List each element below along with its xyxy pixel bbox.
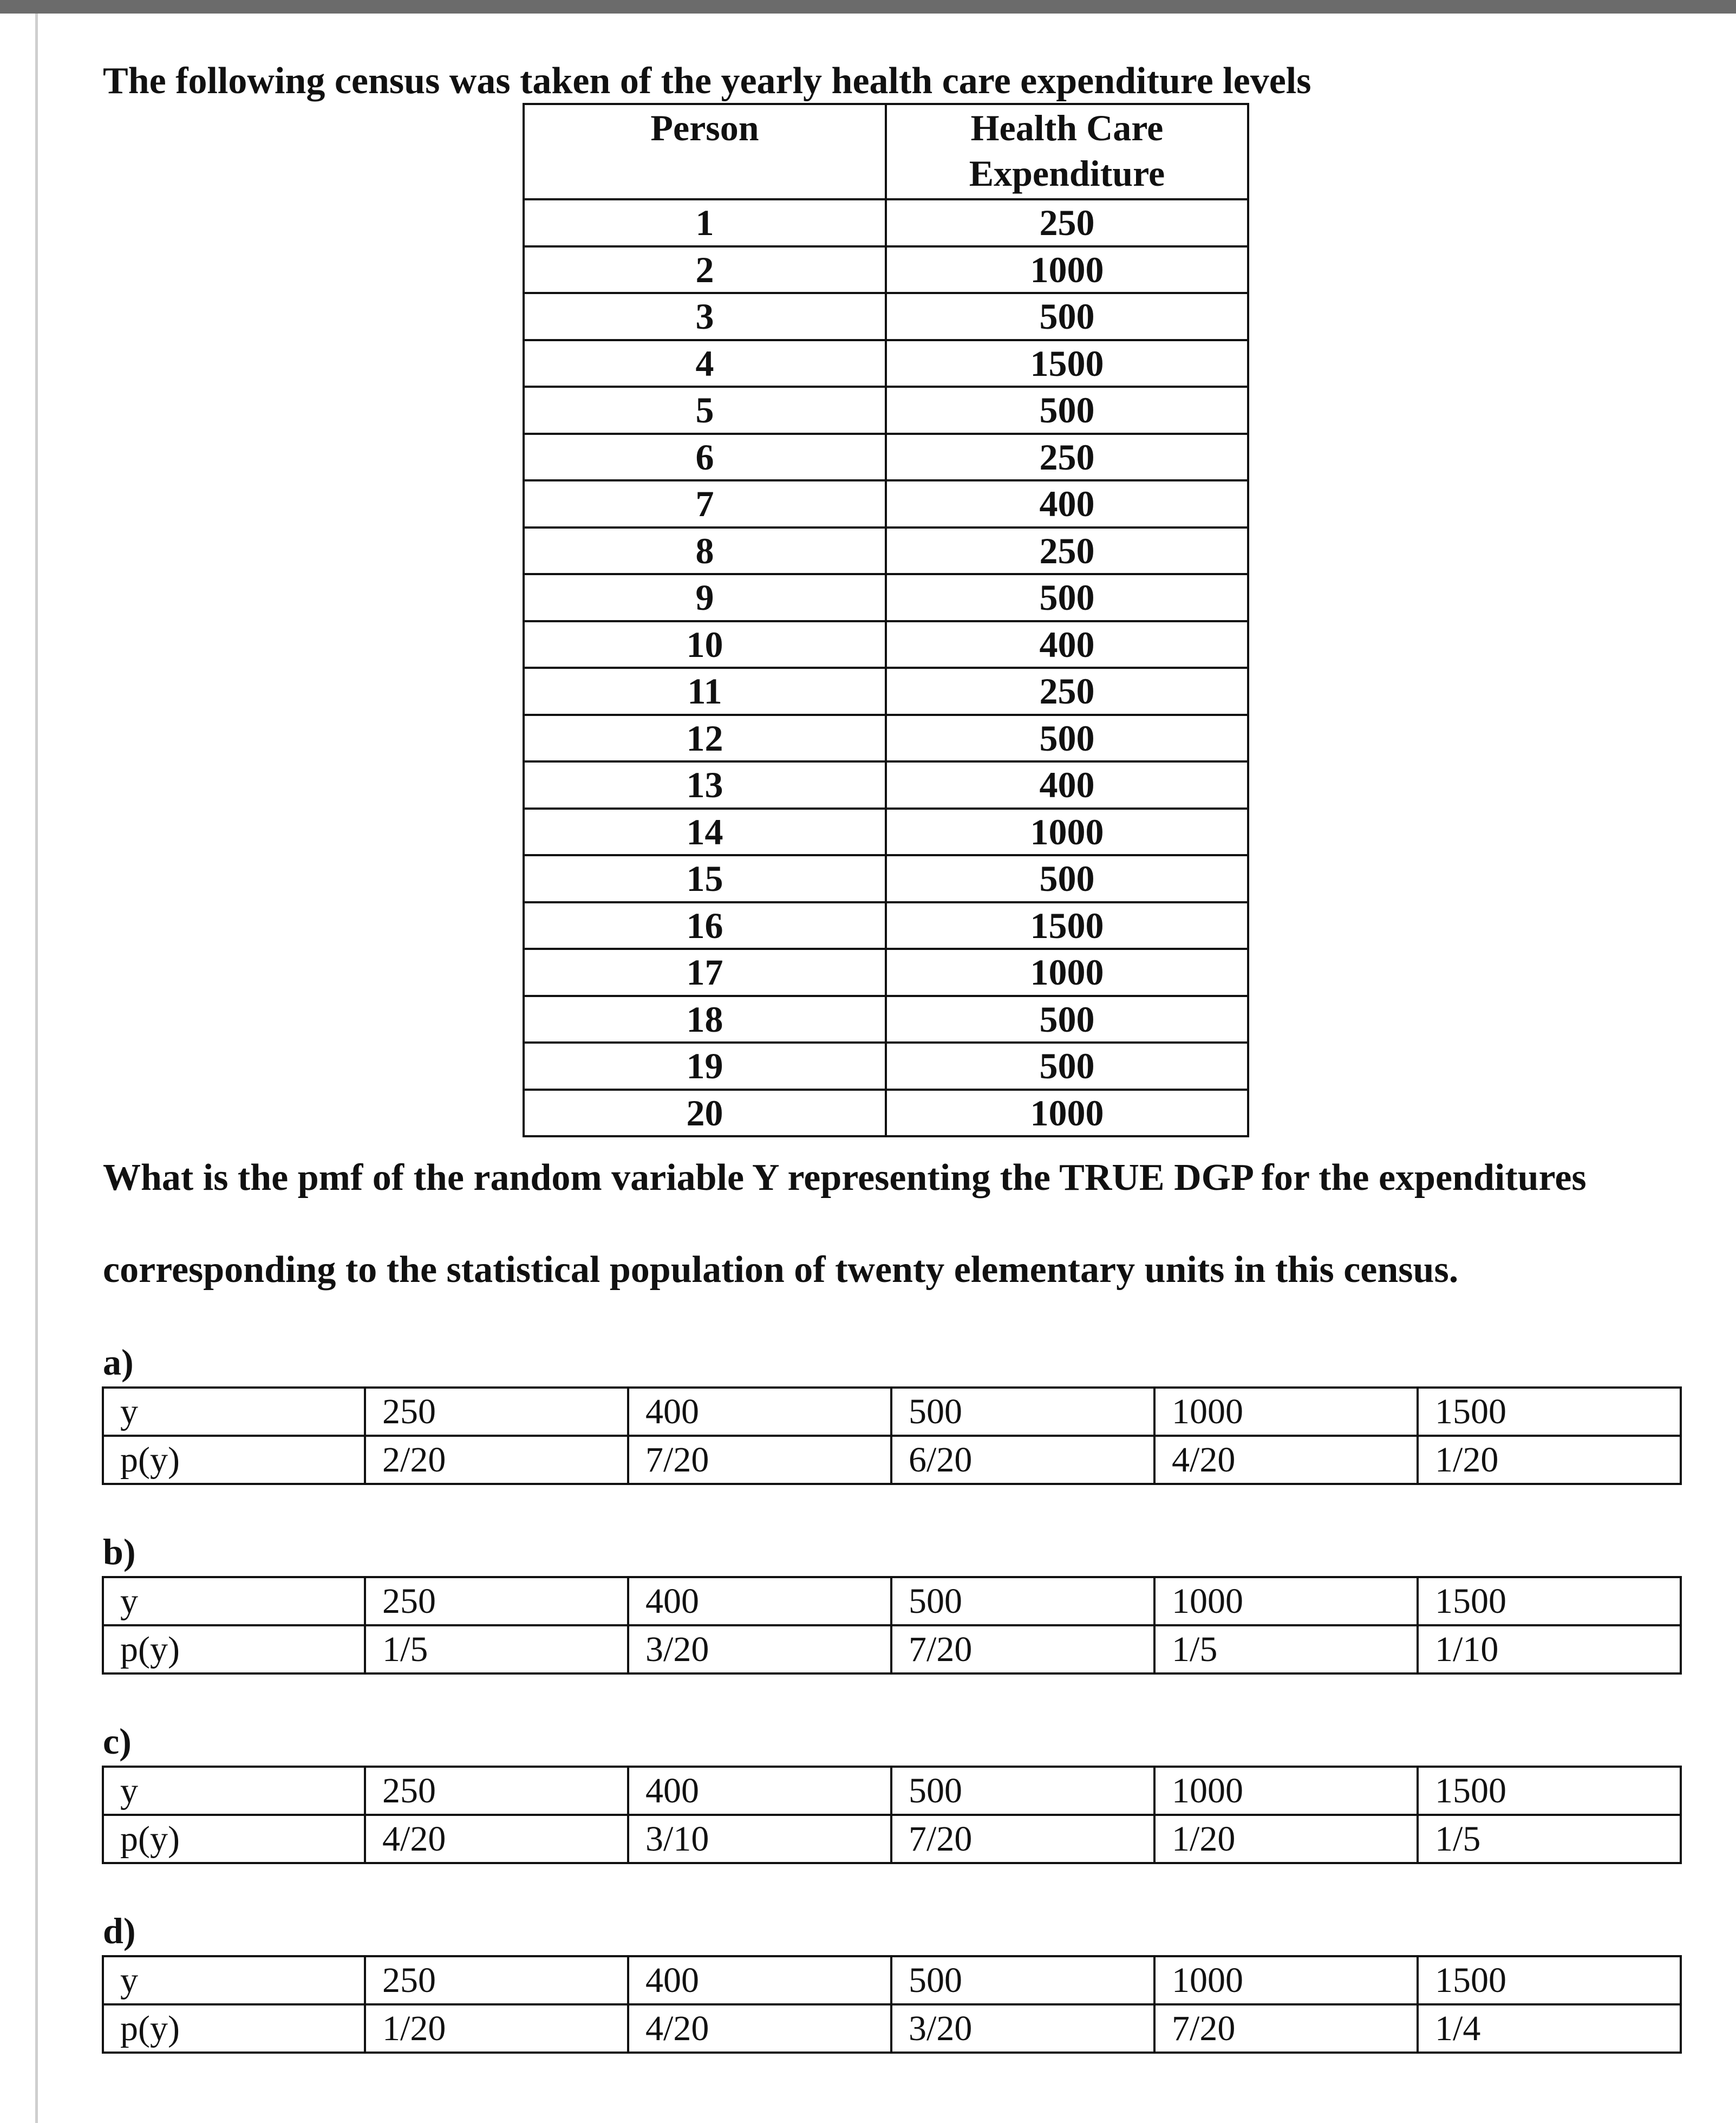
person-cell: 10 — [524, 621, 886, 668]
question-line-1: What is the pmf of the random variable Y representing the TRUE DGP for the expenditures — [103, 1157, 1587, 1199]
census-table — [523, 103, 1249, 1137]
pmf-table — [102, 1386, 1682, 1485]
header-expenditure — [886, 104, 1248, 199]
y-row-label: y — [103, 1956, 365, 2004]
y-value-cell: 1500 — [1418, 1577, 1681, 1625]
census-row — [524, 996, 1248, 1043]
expenditure-cell: 1000 — [886, 246, 1248, 294]
y-value-cell: 250 — [365, 1956, 628, 2004]
census-row — [524, 387, 1248, 434]
expenditure-cell: 250 — [886, 668, 1248, 715]
expenditure-cell: 500 — [886, 387, 1248, 434]
probability-cell: 3/10 — [628, 1815, 891, 1863]
expenditure-cell: 400 — [886, 761, 1248, 809]
person-cell: 2 — [524, 246, 886, 294]
pmf-p-row — [103, 2004, 1681, 2053]
y-value-cell: 500 — [891, 1388, 1154, 1436]
person-cell: 6 — [524, 434, 886, 481]
option-label: b) — [103, 1531, 136, 1572]
census-row — [524, 855, 1248, 902]
y-value-cell: 500 — [891, 1956, 1154, 2004]
probability-cell: 7/20 — [1154, 2004, 1418, 2053]
census-row — [524, 434, 1248, 481]
probability-cell: 7/20 — [891, 1815, 1154, 1863]
y-value-cell: 1000 — [1154, 1956, 1418, 2004]
census-row — [524, 293, 1248, 340]
y-row-label: y — [103, 1388, 365, 1436]
census-row — [524, 949, 1248, 996]
pmf-y-row — [103, 1956, 1681, 2004]
census-row — [524, 574, 1248, 621]
probability-cell: 1/20 — [365, 2004, 628, 2053]
person-cell: 9 — [524, 574, 886, 621]
expenditure-cell: 400 — [886, 480, 1248, 528]
probability-cell: 7/20 — [891, 1625, 1154, 1673]
y-row-label: y — [103, 1767, 365, 1815]
y-value-cell: 1500 — [1418, 1388, 1681, 1436]
person-cell: 3 — [524, 293, 886, 340]
census-row — [524, 199, 1248, 246]
expenditure-cell: 1000 — [886, 949, 1248, 996]
pmf-y-row — [103, 1577, 1681, 1625]
option-label: a) — [103, 1341, 134, 1383]
py-row-label: p(y) — [103, 1436, 365, 1484]
census-row — [524, 340, 1248, 387]
y-value-cell: 500 — [891, 1767, 1154, 1815]
probability-cell: 2/20 — [365, 1436, 628, 1484]
expenditure-cell: 500 — [886, 1043, 1248, 1090]
census-row — [524, 480, 1248, 528]
probability-cell: 1/5 — [1154, 1625, 1418, 1673]
expenditure-cell: 1500 — [886, 340, 1248, 387]
y-value-cell: 250 — [365, 1767, 628, 1815]
pmf-y-row — [103, 1767, 1681, 1815]
pmf-p-row — [103, 1815, 1681, 1863]
person-cell: 20 — [524, 1090, 886, 1137]
person-cell: 15 — [524, 855, 886, 902]
person-cell: 11 — [524, 668, 886, 715]
census-row — [524, 668, 1248, 715]
y-row-label: y — [103, 1577, 365, 1625]
probability-cell: 1/5 — [365, 1625, 628, 1673]
person-cell: 14 — [524, 809, 886, 856]
y-value-cell: 250 — [365, 1577, 628, 1625]
pmf-p-row — [103, 1625, 1681, 1673]
census-row — [524, 902, 1248, 949]
person-cell: 17 — [524, 949, 886, 996]
probability-cell: 1/4 — [1418, 2004, 1681, 2053]
py-row-label: p(y) — [103, 2004, 365, 2053]
y-value-cell: 500 — [891, 1577, 1154, 1625]
expenditure-cell: 500 — [886, 855, 1248, 902]
pmf-table — [102, 1955, 1682, 2054]
y-value-cell: 1500 — [1418, 1956, 1681, 2004]
header-expenditure-text: Health Care Expenditure — [969, 107, 1165, 194]
expenditure-cell: 250 — [886, 434, 1248, 481]
left-margin-rule — [35, 14, 38, 2123]
py-row-label: p(y) — [103, 1625, 365, 1673]
probability-cell: 3/20 — [628, 1625, 891, 1673]
census-row — [524, 1090, 1248, 1137]
pmf-y-row — [103, 1388, 1681, 1436]
census-header-row — [524, 104, 1248, 199]
census-row — [524, 621, 1248, 668]
expenditure-cell: 500 — [886, 574, 1248, 621]
y-value-cell: 400 — [628, 1767, 891, 1815]
header-person: Person — [524, 104, 886, 199]
probability-cell: 1/20 — [1418, 1436, 1681, 1484]
person-cell: 7 — [524, 480, 886, 528]
y-value-cell: 1500 — [1418, 1767, 1681, 1815]
person-cell: 1 — [524, 199, 886, 246]
y-value-cell: 1000 — [1154, 1388, 1418, 1436]
person-cell: 13 — [524, 761, 886, 809]
pmf-table — [102, 1576, 1682, 1675]
y-value-cell: 1000 — [1154, 1577, 1418, 1625]
probability-cell: 7/20 — [628, 1436, 891, 1484]
expenditure-cell: 400 — [886, 621, 1248, 668]
probability-cell: 1/20 — [1154, 1815, 1418, 1863]
person-cell: 18 — [524, 996, 886, 1043]
expenditure-cell: 1500 — [886, 902, 1248, 949]
y-value-cell: 1000 — [1154, 1767, 1418, 1815]
py-row-label: p(y) — [103, 1815, 365, 1863]
y-value-cell: 400 — [628, 1577, 891, 1625]
person-cell: 16 — [524, 902, 886, 949]
option-label: c) — [103, 1721, 132, 1762]
person-cell: 4 — [524, 340, 886, 387]
option-label: d) — [103, 1910, 136, 1951]
y-value-cell: 400 — [628, 1388, 891, 1436]
expenditure-cell: 250 — [886, 199, 1248, 246]
census-row — [524, 761, 1248, 809]
y-value-cell: 400 — [628, 1956, 891, 2004]
census-row — [524, 246, 1248, 294]
probability-cell: 1/5 — [1418, 1815, 1681, 1863]
census-row — [524, 528, 1248, 575]
probability-cell: 1/10 — [1418, 1625, 1681, 1673]
y-value-cell: 250 — [365, 1388, 628, 1436]
expenditure-cell: 500 — [886, 715, 1248, 762]
probability-cell: 3/20 — [891, 2004, 1154, 2053]
person-cell: 5 — [524, 387, 886, 434]
person-cell: 8 — [524, 528, 886, 575]
window-top-bar — [0, 0, 1736, 14]
census-row — [524, 1043, 1248, 1090]
expenditure-cell: 500 — [886, 996, 1248, 1043]
expenditure-cell: 250 — [886, 528, 1248, 575]
person-cell: 12 — [524, 715, 886, 762]
probability-cell: 4/20 — [1154, 1436, 1418, 1484]
pmf-table — [102, 1766, 1682, 1864]
expenditure-cell: 1000 — [886, 1090, 1248, 1137]
expenditure-cell: 1000 — [886, 809, 1248, 856]
pmf-p-row — [103, 1436, 1681, 1484]
probability-cell: 4/20 — [628, 2004, 891, 2053]
expenditure-cell: 500 — [886, 293, 1248, 340]
question-line-2: corresponding to the statistical population of twenty elementary units in this census. — [103, 1249, 1459, 1291]
probability-cell: 4/20 — [365, 1815, 628, 1863]
probability-cell: 6/20 — [891, 1436, 1154, 1484]
census-row — [524, 715, 1248, 762]
intro-text: The following census was taken of the yearly health care expenditure levels — [103, 60, 1311, 102]
person-cell: 19 — [524, 1043, 886, 1090]
census-row — [524, 809, 1248, 856]
